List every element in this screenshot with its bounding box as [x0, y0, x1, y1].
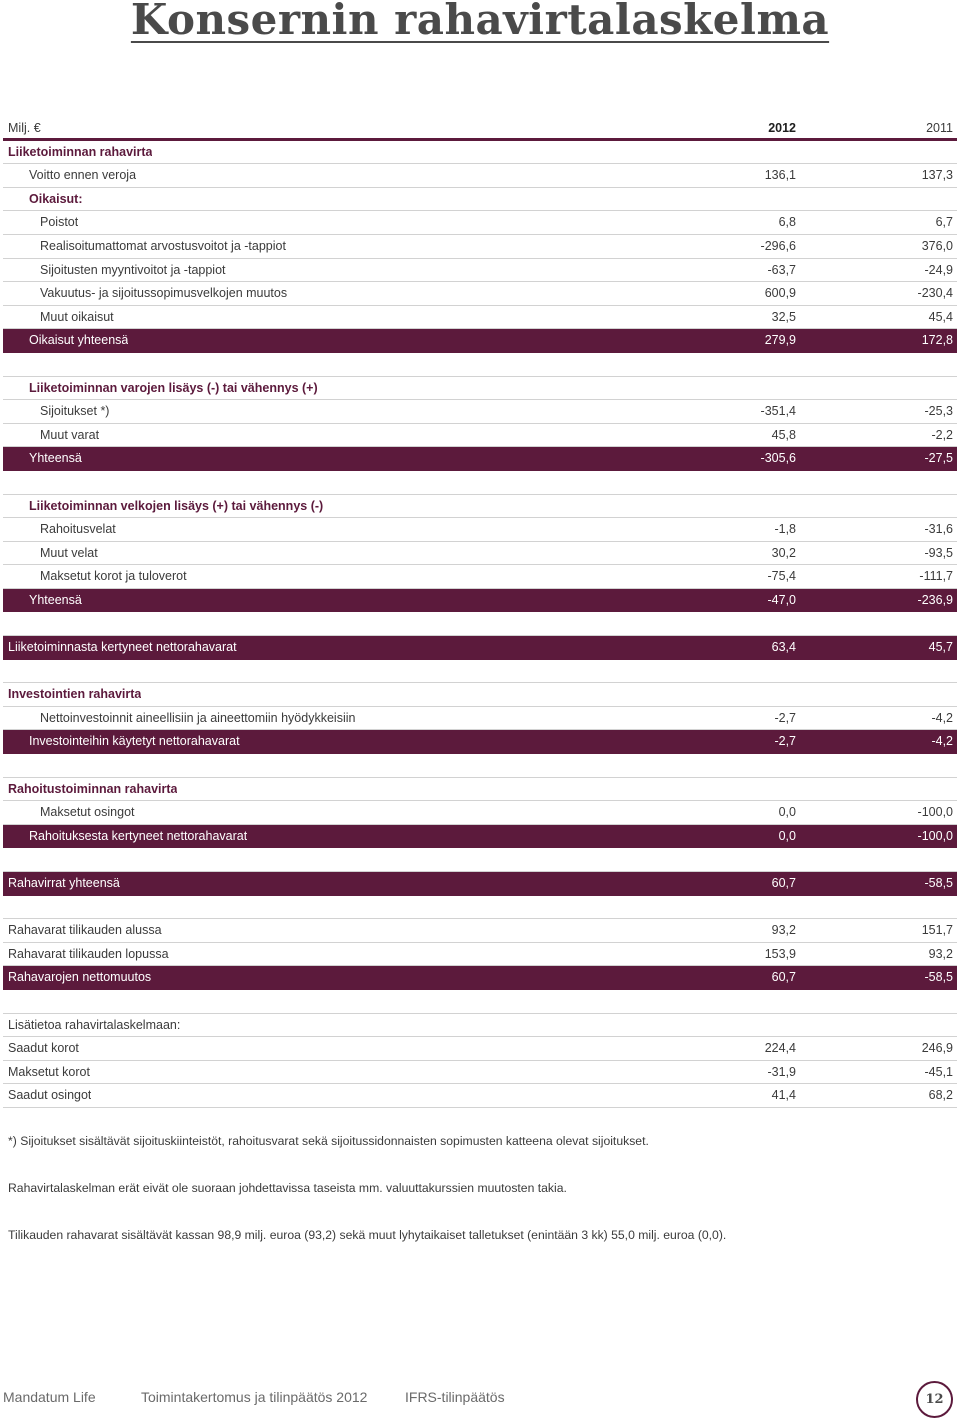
value-2011: -230,4 [917, 286, 953, 301]
row-label: Saadut osingot [8, 1088, 92, 1103]
value-2012: 32,5 [771, 309, 796, 324]
value-2011: 6,7 [935, 215, 953, 230]
row-label: Rahoitustoiminnan rahavirta [8, 781, 178, 796]
row-label: Yhteensä [29, 451, 82, 466]
value-2011: -100,0 [917, 828, 953, 843]
value-2012: -1,8 [774, 522, 796, 537]
value-2011: -236,9 [917, 592, 953, 607]
row-label: Vakuutus- ja sijoitussopimusvelkojen muutos [40, 286, 288, 301]
value-2011: 376,0 [921, 238, 953, 253]
table-row [3, 943, 957, 967]
value-2011: -24,9 [924, 262, 953, 277]
cash-flow-table [3, 117, 957, 1108]
footnote-cash: Tilikauden rahavarat sisältävät kassan 98,9 milj. euroa (93,2) sekä muut lyhytaikaiset talletukset (enintään 3 kk) 55,0 milj. euroa (0,0). [8, 1228, 727, 1242]
row-label: Saadut korot [8, 1041, 79, 1056]
value-2012: 153,9 [764, 946, 796, 961]
total-row [3, 966, 957, 990]
row-label: Investointien rahavirta [8, 687, 142, 702]
row-label: Lisätietoa rahavirtalaskelmaan: [8, 1017, 181, 1032]
value-2012: 45,8 [771, 427, 796, 442]
total-row [3, 589, 957, 613]
value-2011: 45,4 [928, 309, 953, 324]
value-2012: 63,4 [771, 640, 796, 655]
value-2012: 30,2 [771, 545, 796, 560]
table-row [3, 1061, 957, 1085]
row-label: Rahavirrat yhteensä [8, 876, 120, 890]
row-label: Nettoinvestoinnit aineellisiin ja aineettomiin hyödykkeisiin [40, 710, 356, 725]
value-2011: -93,5 [924, 545, 953, 560]
row-label: Sijoitukset *) [40, 404, 110, 419]
year-2012-header: 2012 [768, 121, 796, 135]
page-number-badge: 12 [916, 1381, 953, 1418]
table-header-row [3, 117, 957, 141]
value-2011: 246,9 [921, 1041, 953, 1056]
row-label: Muut varat [40, 427, 100, 442]
total-row [3, 329, 957, 353]
value-2012: 224,4 [764, 1041, 796, 1056]
value-2012: -63,7 [767, 262, 796, 277]
value-2011: 45,7 [928, 640, 953, 655]
value-2012: 279,9 [764, 333, 796, 348]
value-2011: -58,5 [924, 970, 953, 985]
row-label: Maksetut korot ja tuloverot [40, 569, 187, 584]
row-label: Rahoitusvelat [40, 522, 116, 537]
section-row [3, 683, 957, 707]
table-row [3, 919, 957, 943]
row-label: Liiketoiminnasta kertyneet nettorahavarat [8, 640, 237, 655]
footnote-currency: Rahavirtalaskelman erät eivät ole suoraan johdettavissa taseista mm. valuuttakurssien muutosten takia. [8, 1181, 567, 1195]
row-label: Liiketoiminnan varojen lisäys (-) tai vähennys (+) [29, 380, 318, 395]
spacer-row [3, 754, 957, 778]
value-2012: 0,0 [778, 828, 796, 843]
value-2012: 41,4 [771, 1088, 796, 1103]
row-label: Liiketoiminnan rahavirta [8, 144, 153, 159]
row-label: Muut oikaisut [40, 309, 114, 324]
value-2011: -4,2 [931, 710, 953, 725]
table-row [3, 424, 957, 448]
value-2011: 68,2 [928, 1088, 953, 1103]
total-row [3, 872, 957, 896]
spacer-row [3, 896, 957, 920]
row-label: Muut velat [40, 545, 98, 560]
row-label: Voitto ennen veroja [29, 168, 137, 183]
page-footer [0, 1380, 960, 1418]
table-row [3, 801, 957, 825]
row-label: Yhteensä [29, 592, 82, 607]
value-2012: 6,8 [778, 215, 796, 230]
year-2011-header: 2011 [926, 121, 953, 135]
value-2011: -31,6 [924, 522, 953, 537]
row-label: Rahoituksesta kertyneet nettorahavarat [29, 828, 248, 843]
value-2011: -45,1 [924, 1064, 953, 1079]
value-2012: -305,6 [760, 451, 796, 466]
page-title: Konsernin rahavirtalaskelma [130, 0, 830, 44]
row-label: Maksetut osingot [40, 805, 135, 820]
value-2011: -58,5 [924, 876, 953, 890]
value-2012: -296,6 [760, 238, 796, 253]
value-2012: 60,7 [771, 876, 796, 890]
table-body [3, 141, 957, 1108]
spacer-row [3, 848, 957, 872]
table-row [3, 1084, 957, 1108]
row-label: Rahavarojen nettomuutos [8, 970, 152, 985]
row-label: Realisoitumattomat arvostusvoitot ja -tappiot [40, 238, 286, 253]
value-2011: -25,3 [924, 404, 953, 419]
row-label: Liiketoiminnan velkojen lisäys (+) tai vähennys (-) [29, 498, 324, 513]
value-2011: 137,3 [921, 168, 953, 183]
row-label: Maksetut korot [8, 1064, 90, 1079]
table-row [3, 565, 957, 589]
value-2012: 136,1 [764, 168, 796, 183]
row-label: Rahavarat tilikauden alussa [8, 923, 162, 938]
footer-standard: IFRS-tilinpäätös [405, 1389, 505, 1405]
row-label: Investointeihin käytetyt nettorahavarat [29, 734, 240, 749]
section-row [3, 377, 957, 401]
total-row [3, 825, 957, 849]
table-row [3, 259, 957, 283]
total-row [3, 636, 957, 660]
section-row [3, 495, 957, 519]
spacer-row [3, 471, 957, 495]
footer-company: Mandatum Life [3, 1389, 96, 1405]
table-row [3, 542, 957, 566]
value-2011: -4,2 [931, 734, 953, 749]
value-2012: -31,9 [767, 1064, 796, 1079]
unit-label: Milj. € [8, 121, 41, 135]
value-2011: 172,8 [921, 333, 953, 348]
value-2011: 151,7 [921, 923, 953, 938]
footnote-investments: *) Sijoitukset sisältävät sijoituskiinteistöt, rahoitusvarat sekä sijoitussidonnaisten sopimusten katteena olevat sijoitukset. [8, 1134, 649, 1148]
value-2012: 93,2 [771, 923, 796, 938]
value-2011: 93,2 [928, 946, 953, 961]
table-row [3, 707, 957, 731]
spacer-row [3, 353, 957, 377]
table-row [3, 164, 957, 188]
row-label: Oikaisut: [29, 191, 83, 206]
section-row [3, 778, 957, 802]
total-row [3, 447, 957, 471]
value-2012: -2,7 [774, 710, 796, 725]
value-2011: -27,5 [924, 451, 953, 466]
row-label: Sijoitusten myyntivoitot ja -tappiot [40, 262, 226, 277]
row-label: Oikaisut yhteensä [29, 333, 129, 348]
value-2012: 0,0 [778, 805, 796, 820]
table-row [3, 211, 957, 235]
row-label: Rahavarat tilikauden lopussa [8, 946, 169, 961]
value-2012: -351,4 [760, 404, 796, 419]
table-row [3, 400, 957, 424]
footer-report: Toimintakertomus ja tilinpäätös 2012 [141, 1389, 368, 1405]
row-label: Poistot [40, 215, 79, 230]
spacer-row [3, 990, 957, 1014]
spacer-row [3, 612, 957, 636]
table-row [3, 282, 957, 306]
table-row [3, 235, 957, 259]
value-2012: -47,0 [767, 592, 796, 607]
total-row [3, 730, 957, 754]
value-2012: 600,9 [764, 286, 796, 301]
value-2011: -2,2 [931, 427, 953, 442]
value-2012: -75,4 [767, 569, 796, 584]
value-2012: 60,7 [771, 970, 796, 985]
spacer-row [3, 660, 957, 684]
table-row [3, 518, 957, 542]
value-2012: -2,7 [774, 734, 796, 749]
section-row [3, 188, 957, 212]
value-2011: -111,7 [919, 569, 953, 584]
table-row [3, 306, 957, 330]
table-row [3, 1037, 957, 1061]
value-2011: -100,0 [917, 805, 953, 820]
section-row [3, 141, 957, 165]
table-row [3, 1014, 957, 1038]
